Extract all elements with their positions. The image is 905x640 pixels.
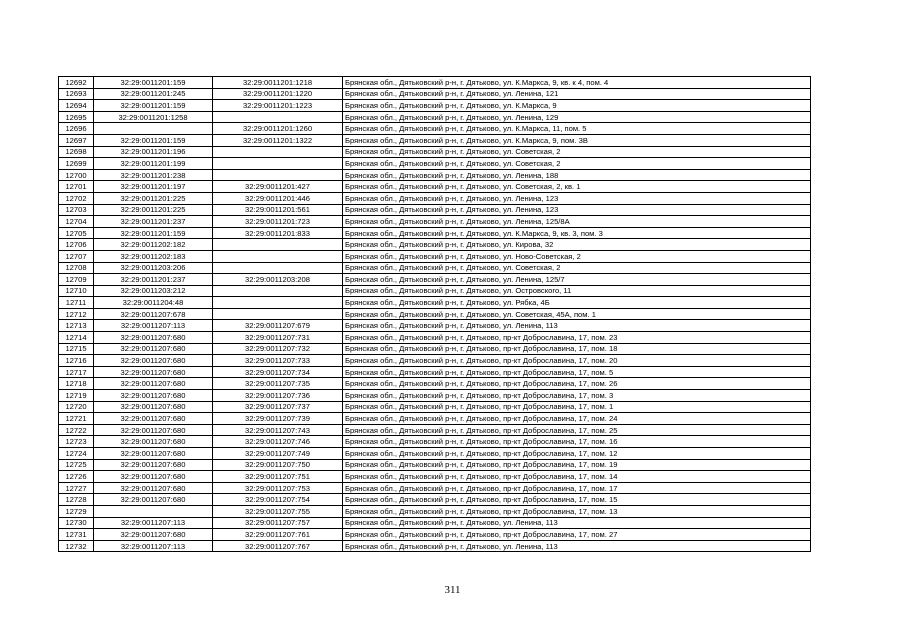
table-row <box>59 505 811 517</box>
object-cadastral-number-cell: 32:29:0011207:737 <box>213 401 343 413</box>
table-row <box>59 378 811 390</box>
record-number-cell: 12700 <box>59 169 94 181</box>
record-number-cell: 12717 <box>59 366 94 378</box>
land-cadastral-number-cell: 32:29:0011207:680 <box>94 378 213 390</box>
record-number-cell: 12693 <box>59 88 94 100</box>
land-cadastral-number-cell: 32:29:0011207:113 <box>94 540 213 552</box>
object-cadastral-number-cell: 32:29:0011201:561 <box>213 204 343 216</box>
cadastral-register-table <box>58 76 811 552</box>
record-number-cell: 12714 <box>59 332 94 344</box>
address-cell: Брянская обл., Дятьковский р-н, г. Дятьково, пр-кт Доброславина, 17, пом. 24 <box>343 413 811 425</box>
land-cadastral-number-cell: 32:29:0011207:680 <box>94 436 213 448</box>
table-row <box>59 285 811 297</box>
record-number-cell: 12716 <box>59 355 94 367</box>
record-number-cell: 12723 <box>59 436 94 448</box>
object-cadastral-number-cell: 32:29:0011207:743 <box>213 424 343 436</box>
record-number-cell: 12724 <box>59 448 94 460</box>
land-cadastral-number-cell <box>94 505 213 517</box>
object-cadastral-number-cell: 32:29:0011201:427 <box>213 181 343 193</box>
object-cadastral-number-cell: 32:29:0011201:446 <box>213 192 343 204</box>
object-cadastral-number-cell: 32:29:0011207:767 <box>213 540 343 552</box>
address-cell: Брянская обл., Дятьковский р-н, г. Дятьково, ул. Ленина, 123 <box>343 204 811 216</box>
record-number-cell: 12713 <box>59 320 94 332</box>
land-cadastral-number-cell: 32:29:0011207:680 <box>94 366 213 378</box>
land-cadastral-number-cell: 32:29:0011201:159 <box>94 134 213 146</box>
object-cadastral-number-cell: 32:29:0011207:735 <box>213 378 343 390</box>
address-cell: Брянская обл., Дятьковский р-н, г. Дятьково, ул. К.Маркса, 9, кв. 3, пом. 3 <box>343 227 811 239</box>
address-cell: Брянская обл., Дятьковский р-н, г. Дятьково, ул. Островского, 11 <box>343 285 811 297</box>
object-cadastral-number-cell: 32:29:0011207:739 <box>213 413 343 425</box>
land-cadastral-number-cell: 32:29:0011207:680 <box>94 424 213 436</box>
address-cell: Брянская обл., Дятьковский р-н, г. Дятьково, пр-кт Доброславина, 17, пом. 5 <box>343 366 811 378</box>
object-cadastral-number-cell <box>213 262 343 274</box>
object-cadastral-number-cell: 32:29:0011201:723 <box>213 216 343 228</box>
address-cell: Брянская обл., Дятьковский р-н, г. Дятьково, пр-кт Доброславина, 17, пом. 17 <box>343 482 811 494</box>
address-cell: Брянская обл., Дятьковский р-н, г. Дятьково, ул. К.Маркса, 11, пом. 5 <box>343 123 811 135</box>
object-cadastral-number-cell <box>213 308 343 320</box>
table-row <box>59 517 811 529</box>
object-cadastral-number-cell: 32:29:0011207:746 <box>213 436 343 448</box>
address-cell: Брянская обл., Дятьковский р-н, г. Дятьково, пр-кт Доброславина, 17, пом. 25 <box>343 424 811 436</box>
object-cadastral-number-cell: 32:29:0011201:1322 <box>213 134 343 146</box>
address-cell: Брянская обл., Дятьковский р-н, г. Дятьково, ул. Советская, 2 <box>343 262 811 274</box>
object-cadastral-number-cell: 32:29:0011207:761 <box>213 529 343 541</box>
table-row <box>59 320 811 332</box>
table-row <box>59 169 811 181</box>
object-cadastral-number-cell <box>213 146 343 158</box>
record-number-cell: 12710 <box>59 285 94 297</box>
land-cadastral-number-cell: 32:29:0011201:225 <box>94 204 213 216</box>
address-cell: Брянская обл., Дятьковский р-н, г. Дятьково, ул. Ленина, 113 <box>343 320 811 332</box>
table-row <box>59 401 811 413</box>
object-cadastral-number-cell: 32:29:0011207:755 <box>213 505 343 517</box>
record-number-cell: 12712 <box>59 308 94 320</box>
address-cell: Брянская обл., Дятьковский р-н, г. Дятьково, ул. Ленина, 129 <box>343 111 811 123</box>
table-row <box>59 146 811 158</box>
object-cadastral-number-cell: 32:29:0011207:751 <box>213 471 343 483</box>
table-row <box>59 77 811 89</box>
land-cadastral-number-cell: 32:29:0011201:245 <box>94 88 213 100</box>
table-row <box>59 100 811 112</box>
object-cadastral-number-cell: 32:29:0011207:733 <box>213 355 343 367</box>
land-cadastral-number-cell: 32:29:0011201:199 <box>94 158 213 170</box>
table-row <box>59 459 811 471</box>
address-cell: Брянская обл., Дятьковский р-н, г. Дятьково, пр-кт Доброславина, 17, пом. 27 <box>343 529 811 541</box>
table-row <box>59 250 811 262</box>
object-cadastral-number-cell: 32:29:0011203:208 <box>213 274 343 286</box>
land-cadastral-number-cell: 32:29:0011201:159 <box>94 77 213 89</box>
object-cadastral-number-cell: 32:29:0011207:734 <box>213 366 343 378</box>
land-cadastral-number-cell: 32:29:0011207:680 <box>94 332 213 344</box>
record-number-cell: 12731 <box>59 529 94 541</box>
object-cadastral-number-cell: 32:29:0011207:753 <box>213 482 343 494</box>
record-number-cell: 12725 <box>59 459 94 471</box>
address-cell: Брянская обл., Дятьковский р-н, г. Дятьково, ул. К.Маркса, 9, кв. к 4, пом. 4 <box>343 77 811 89</box>
address-cell: Брянская обл., Дятьковский р-н, г. Дятьково, ул. Ленина, 121 <box>343 88 811 100</box>
table-row <box>59 134 811 146</box>
record-number-cell: 12709 <box>59 274 94 286</box>
land-cadastral-number-cell: 32:29:0011204:48 <box>94 297 213 309</box>
record-number-cell: 12692 <box>59 77 94 89</box>
record-number-cell: 12719 <box>59 390 94 402</box>
land-cadastral-number-cell: 32:29:0011207:680 <box>94 390 213 402</box>
land-cadastral-number-cell: 32:29:0011207:680 <box>94 459 213 471</box>
land-cadastral-number-cell: 32:29:0011207:680 <box>94 471 213 483</box>
address-cell: Брянская обл., Дятьковский р-н, г. Дятьково, пр-кт Доброславина, 17, пом. 14 <box>343 471 811 483</box>
record-number-cell: 12706 <box>59 239 94 251</box>
address-cell: Брянская обл., Дятьковский р-н, г. Дятьково, ул. Ленина, 113 <box>343 517 811 529</box>
land-cadastral-number-cell: 32:29:0011201:159 <box>94 227 213 239</box>
record-number-cell: 12729 <box>59 505 94 517</box>
table-row <box>59 436 811 448</box>
land-cadastral-number-cell: 32:29:0011201:237 <box>94 274 213 286</box>
land-cadastral-number-cell: 32:29:0011201:196 <box>94 146 213 158</box>
object-cadastral-number-cell <box>213 297 343 309</box>
record-number-cell: 12703 <box>59 204 94 216</box>
address-cell: Брянская обл., Дятьковский р-н, г. Дятьково, ул. Советская, 2 <box>343 158 811 170</box>
record-number-cell: 12730 <box>59 517 94 529</box>
object-cadastral-number-cell <box>213 285 343 297</box>
object-cadastral-number-cell: 32:29:0011207:757 <box>213 517 343 529</box>
table-row <box>59 88 811 100</box>
table-row <box>59 390 811 402</box>
address-cell: Брянская обл., Дятьковский р-н, г. Дятьково, пр-кт Доброславина, 17, пом. 1 <box>343 401 811 413</box>
table-row <box>59 529 811 541</box>
object-cadastral-number-cell: 32:29:0011207:736 <box>213 390 343 402</box>
table-row <box>59 227 811 239</box>
record-number-cell: 12705 <box>59 227 94 239</box>
object-cadastral-number-cell: 32:29:0011207:750 <box>213 459 343 471</box>
object-cadastral-number-cell: 32:29:0011201:1260 <box>213 123 343 135</box>
table-row <box>59 366 811 378</box>
address-cell: Брянская обл., Дятьковский р-н, г. Дятьково, пр-кт Доброславина, 17, пом. 20 <box>343 355 811 367</box>
land-cadastral-number-cell: 32:29:0011207:680 <box>94 355 213 367</box>
record-number-cell: 12694 <box>59 100 94 112</box>
table-row <box>59 343 811 355</box>
address-cell: Брянская обл., Дятьковский р-н, г. Дятьково, пр-кт Доброславина, 17, пом. 16 <box>343 436 811 448</box>
land-cadastral-number-cell: 32:29:0011201:238 <box>94 169 213 181</box>
record-number-cell: 12697 <box>59 134 94 146</box>
record-number-cell: 12704 <box>59 216 94 228</box>
land-cadastral-number-cell: 32:29:0011207:678 <box>94 308 213 320</box>
land-cadastral-number-cell: 32:29:0011207:680 <box>94 448 213 460</box>
object-cadastral-number-cell: 32:29:0011201:833 <box>213 227 343 239</box>
object-cadastral-number-cell <box>213 169 343 181</box>
object-cadastral-number-cell: 32:29:0011207:731 <box>213 332 343 344</box>
address-cell: Брянская обл., Дятьковский р-н, г. Дятьково, ул. Кирова, 32 <box>343 239 811 251</box>
table-row <box>59 540 811 552</box>
object-cadastral-number-cell: 32:29:0011201:1218 <box>213 77 343 89</box>
land-cadastral-number-cell: 32:29:0011207:113 <box>94 320 213 332</box>
address-cell: Брянская обл., Дятьковский р-н, г. Дятьково, ул. Советская, 45А, пом. 1 <box>343 308 811 320</box>
table-row <box>59 262 811 274</box>
object-cadastral-number-cell: 32:29:0011201:1220 <box>213 88 343 100</box>
address-cell: Брянская обл., Дятьковский р-н, г. Дятьково, пр-кт Доброславина, 17, пом. 23 <box>343 332 811 344</box>
table-row <box>59 111 811 123</box>
record-number-cell: 12718 <box>59 378 94 390</box>
record-number-cell: 12727 <box>59 482 94 494</box>
record-number-cell: 12722 <box>59 424 94 436</box>
land-cadastral-number-cell: 32:29:0011201:1258 <box>94 111 213 123</box>
record-number-cell: 12701 <box>59 181 94 193</box>
table-row <box>59 494 811 506</box>
table-row <box>59 482 811 494</box>
land-cadastral-number-cell: 32:29:0011207:680 <box>94 529 213 541</box>
address-cell: Брянская обл., Дятьковский р-н, г. Дятьково, ул. Ленина, 188 <box>343 169 811 181</box>
land-cadastral-number-cell: 32:29:0011207:680 <box>94 401 213 413</box>
object-cadastral-number-cell <box>213 158 343 170</box>
record-number-cell: 12707 <box>59 250 94 262</box>
address-cell: Брянская обл., Дятьковский р-н, г. Дятьково, пр-кт Доброславина, 17, пом. 13 <box>343 505 811 517</box>
table-row <box>59 274 811 286</box>
address-cell: Брянская обл., Дятьковский р-н, г. Дятьково, пр-кт Доброславина, 17, пом. 19 <box>343 459 811 471</box>
object-cadastral-number-cell <box>213 250 343 262</box>
land-cadastral-number-cell: 32:29:0011207:680 <box>94 413 213 425</box>
object-cadastral-number-cell: 32:29:0011207:749 <box>213 448 343 460</box>
address-cell: Брянская обл., Дятьковский р-н, г. Дятьково, пр-кт Доброславина, 17, пом. 3 <box>343 390 811 402</box>
land-cadastral-number-cell <box>94 123 213 135</box>
table-row <box>59 204 811 216</box>
table-row <box>59 308 811 320</box>
table-row <box>59 192 811 204</box>
record-number-cell: 12711 <box>59 297 94 309</box>
address-cell: Брянская обл., Дятьковский р-н, г. Дятьково, ул. К.Маркса, 9 <box>343 100 811 112</box>
record-number-cell: 12726 <box>59 471 94 483</box>
page-number: 311 <box>444 584 461 596</box>
address-cell: Брянская обл., Дятьковский р-н, г. Дятьково, ул. К.Маркса, 9, пом. 3В <box>343 134 811 146</box>
table-row <box>59 297 811 309</box>
table-row <box>59 424 811 436</box>
record-number-cell: 12732 <box>59 540 94 552</box>
table-row <box>59 413 811 425</box>
land-cadastral-number-cell: 32:29:0011207:680 <box>94 343 213 355</box>
land-cadastral-number-cell: 32:29:0011201:159 <box>94 100 213 112</box>
table-row <box>59 158 811 170</box>
address-cell: Брянская обл., Дятьковский р-н, г. Дятьково, ул. Ленина, 125/7 <box>343 274 811 286</box>
address-cell: Брянская обл., Дятьковский р-н, г. Дятьково, ул. Ленина, 113 <box>343 540 811 552</box>
register-table-body <box>59 77 811 552</box>
address-cell: Брянская обл., Дятьковский р-н, г. Дятьково, пр-кт Доброславина, 17, пом. 18 <box>343 343 811 355</box>
table-row <box>59 181 811 193</box>
object-cadastral-number-cell: 32:29:0011201:1223 <box>213 100 343 112</box>
record-number-cell: 12728 <box>59 494 94 506</box>
record-number-cell: 12715 <box>59 343 94 355</box>
address-cell: Брянская обл., Дятьковский р-н, г. Дятьково, пр-кт Доброславина, 17, пом. 12 <box>343 448 811 460</box>
land-cadastral-number-cell: 32:29:0011203:212 <box>94 285 213 297</box>
record-number-cell: 12699 <box>59 158 94 170</box>
address-cell: Брянская обл., Дятьковский р-н, г. Дятьково, пр-кт Доброславина, 17, пом. 26 <box>343 378 811 390</box>
land-cadastral-number-cell: 32:29:0011203:206 <box>94 262 213 274</box>
table-row <box>59 216 811 228</box>
land-cadastral-number-cell: 32:29:0011201:237 <box>94 216 213 228</box>
table-row <box>59 332 811 344</box>
object-cadastral-number-cell <box>213 239 343 251</box>
record-number-cell: 12702 <box>59 192 94 204</box>
land-cadastral-number-cell: 32:29:0011207:680 <box>94 482 213 494</box>
land-cadastral-number-cell: 32:29:0011201:225 <box>94 192 213 204</box>
record-number-cell: 12698 <box>59 146 94 158</box>
address-cell: Брянская обл., Дятьковский р-н, г. Дятьково, ул. Рябка, 4Б <box>343 297 811 309</box>
address-cell: Брянская обл., Дятьковский р-н, г. Дятьково, ул. Ленина, 125/8А <box>343 216 811 228</box>
record-number-cell: 12708 <box>59 262 94 274</box>
table-row <box>59 239 811 251</box>
record-number-cell: 12721 <box>59 413 94 425</box>
table-row <box>59 448 811 460</box>
land-cadastral-number-cell: 32:29:0011207:680 <box>94 494 213 506</box>
record-number-cell: 12720 <box>59 401 94 413</box>
table-row <box>59 355 811 367</box>
record-number-cell: 12696 <box>59 123 94 135</box>
object-cadastral-number-cell: 32:29:0011207:679 <box>213 320 343 332</box>
address-cell: Брянская обл., Дятьковский р-н, г. Дятьково, пр-кт Доброславина, 17, пом. 15 <box>343 494 811 506</box>
table-row <box>59 471 811 483</box>
object-cadastral-number-cell: 32:29:0011207:732 <box>213 343 343 355</box>
land-cadastral-number-cell: 32:29:0011202:182 <box>94 239 213 251</box>
table-row <box>59 123 811 135</box>
record-number-cell: 12695 <box>59 111 94 123</box>
address-cell: Брянская обл., Дятьковский р-н, г. Дятьково, ул. Советская, 2, кв. 1 <box>343 181 811 193</box>
land-cadastral-number-cell: 32:29:0011207:113 <box>94 517 213 529</box>
land-cadastral-number-cell: 32:29:0011202:183 <box>94 250 213 262</box>
object-cadastral-number-cell <box>213 111 343 123</box>
land-cadastral-number-cell: 32:29:0011201:197 <box>94 181 213 193</box>
address-cell: Брянская обл., Дятьковский р-н, г. Дятьково, ул. Советская, 2 <box>343 146 811 158</box>
address-cell: Брянская обл., Дятьковский р-н, г. Дятьково, ул. Ленина, 123 <box>343 192 811 204</box>
address-cell: Брянская обл., Дятьковский р-н, г. Дятьково, ул. Ново-Советская, 2 <box>343 250 811 262</box>
object-cadastral-number-cell: 32:29:0011207:754 <box>213 494 343 506</box>
